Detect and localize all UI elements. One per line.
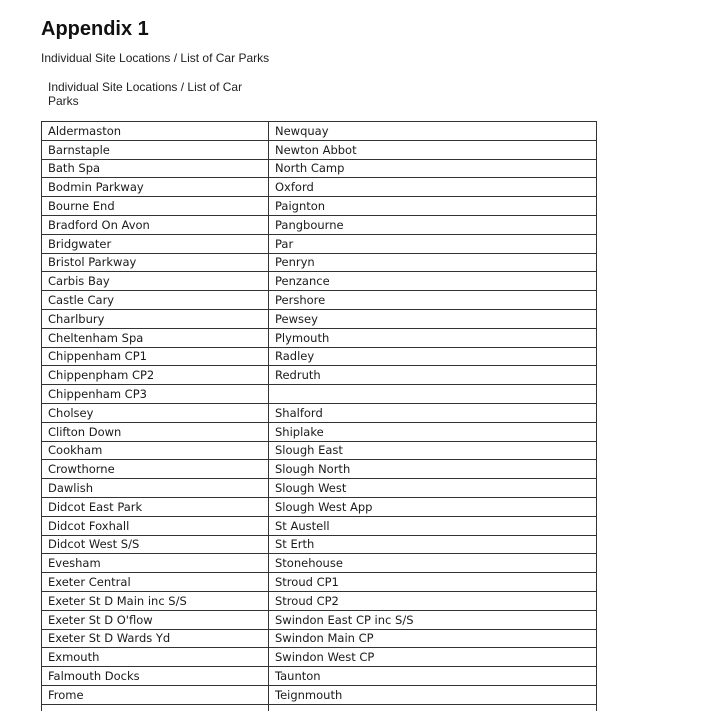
site-cell-left: Chippenham CP3 — [42, 385, 269, 404]
table-row — [42, 385, 597, 404]
table-row — [42, 629, 597, 648]
site-cell-left: Barnstaple — [42, 140, 269, 159]
site-cell-left: Cholsey — [42, 403, 269, 422]
site-cell-right: Penzance — [269, 272, 597, 291]
site-cell-right: Slough East — [269, 441, 597, 460]
site-cell-right — [269, 385, 597, 404]
table-row — [42, 573, 597, 592]
site-cell-right: Penryn — [269, 253, 597, 272]
car-parks-table — [41, 121, 597, 711]
table-row — [42, 535, 597, 554]
table-row — [42, 215, 597, 234]
table-row — [42, 441, 597, 460]
site-cell-right: Slough West — [269, 479, 597, 498]
table-row — [42, 403, 597, 422]
table-row — [42, 178, 597, 197]
table-row — [42, 667, 597, 686]
site-cell-left: Frome — [42, 685, 269, 704]
table-row — [42, 197, 597, 216]
site-cell-right: Pershore — [269, 291, 597, 310]
site-cell-left: Charlbury — [42, 309, 269, 328]
table-row — [42, 648, 597, 667]
site-cell-left: Exeter Central — [42, 573, 269, 592]
site-cell-right: Par — [269, 234, 597, 253]
site-cell-left: Carbis Bay — [42, 272, 269, 291]
table-row — [42, 309, 597, 328]
site-cell-left: Dawlish — [42, 479, 269, 498]
car-parks-table-body — [42, 122, 597, 711]
site-cell-left: Castle Cary — [42, 291, 269, 310]
site-cell-right: Stroud CP1 — [269, 573, 597, 592]
table-row — [42, 610, 597, 629]
site-cell-right: Paignton — [269, 197, 597, 216]
table-row — [42, 253, 597, 272]
site-cell-right: Shiplake — [269, 422, 597, 441]
site-cell-left: Evesham — [42, 554, 269, 573]
page-subtitle: Individual Site Locations / List of Car Parks — [41, 51, 270, 65]
site-cell-right: Radley — [269, 347, 597, 366]
site-cell-right: Plymouth — [269, 328, 597, 347]
site-cell-left: Bourne End — [42, 197, 269, 216]
site-cell-right: St Austell — [269, 516, 597, 535]
site-cell-left: Bath Spa — [42, 159, 269, 178]
site-cell-right: Redruth — [269, 366, 597, 385]
site-cell-left: Aldermaston — [42, 122, 269, 141]
site-cell-right: Swindon West CP — [269, 648, 597, 667]
site-cell-left: Exmouth — [42, 648, 269, 667]
site-cell-right: Slough North — [269, 460, 597, 479]
table-row — [42, 554, 597, 573]
site-cell-left: Clifton Down — [42, 422, 269, 441]
site-cell-left: Cookham — [42, 441, 269, 460]
table-row — [42, 591, 597, 610]
site-cell-right: Shalford — [269, 403, 597, 422]
table-row — [42, 272, 597, 291]
table-row — [42, 479, 597, 498]
table-row — [42, 234, 597, 253]
site-cell-left: Exeter St D Main inc S/S — [42, 591, 269, 610]
site-cell-right: Swindon East CP inc S/S — [269, 610, 597, 629]
table-row — [42, 328, 597, 347]
site-cell-left: Exeter St D Wards Yd — [42, 629, 269, 648]
site-cell-right: Stonehouse — [269, 554, 597, 573]
site-cell-left: Bridgwater — [42, 234, 269, 253]
table-row — [42, 122, 597, 141]
table-row — [42, 516, 597, 535]
site-cell-right: Slough West App — [269, 497, 597, 516]
site-cell-left: Chippenpham CP2 — [42, 366, 269, 385]
table-row — [42, 291, 597, 310]
table-row — [42, 159, 597, 178]
table-row — [42, 497, 597, 516]
site-cell-right: Newton Abbot — [269, 140, 597, 159]
site-cell-left: Crowthorne — [42, 460, 269, 479]
table-row — [42, 704, 597, 711]
site-cell-left: Didcot West S/S — [42, 535, 269, 554]
table-row — [42, 140, 597, 159]
table-row — [42, 422, 597, 441]
table-row — [42, 347, 597, 366]
table-row — [42, 685, 597, 704]
site-cell-right: Swindon Main CP — [269, 629, 597, 648]
site-cell-left: Didcot East Park — [42, 497, 269, 516]
page-title: Appendix 1 — [41, 18, 149, 40]
site-cell-right: St Erth — [269, 535, 597, 554]
site-cell-right: Teignmouth — [269, 685, 597, 704]
site-cell-left: Bradford On Avon — [42, 215, 269, 234]
table-row — [42, 460, 597, 479]
site-cell-right: Oxford — [269, 178, 597, 197]
site-cell-left: Bristol Parkway — [42, 253, 269, 272]
table-caption: Individual Site Locations / List of Car Parks — [48, 80, 243, 108]
site-cell-right: Stroud CP2 — [269, 591, 597, 610]
site-cell-right: Pewsey — [269, 309, 597, 328]
site-cell-right: Pangbourne — [269, 215, 597, 234]
site-cell-left: Chippenham CP1 — [42, 347, 269, 366]
site-cell-right: Taunton — [269, 667, 597, 686]
site-cell-left: Exeter St D O'flow — [42, 610, 269, 629]
site-cell-left: Cheltenham Spa — [42, 328, 269, 347]
table-row — [42, 366, 597, 385]
site-cell-left: Bodmin Parkway — [42, 178, 269, 197]
site-cell-left — [42, 704, 269, 711]
site-cell-right: North Camp — [269, 159, 597, 178]
site-cell-left: Didcot Foxhall — [42, 516, 269, 535]
site-cell-left: Falmouth Docks — [42, 667, 269, 686]
site-cell-right: Newquay — [269, 122, 597, 141]
site-cell-right — [269, 704, 597, 711]
